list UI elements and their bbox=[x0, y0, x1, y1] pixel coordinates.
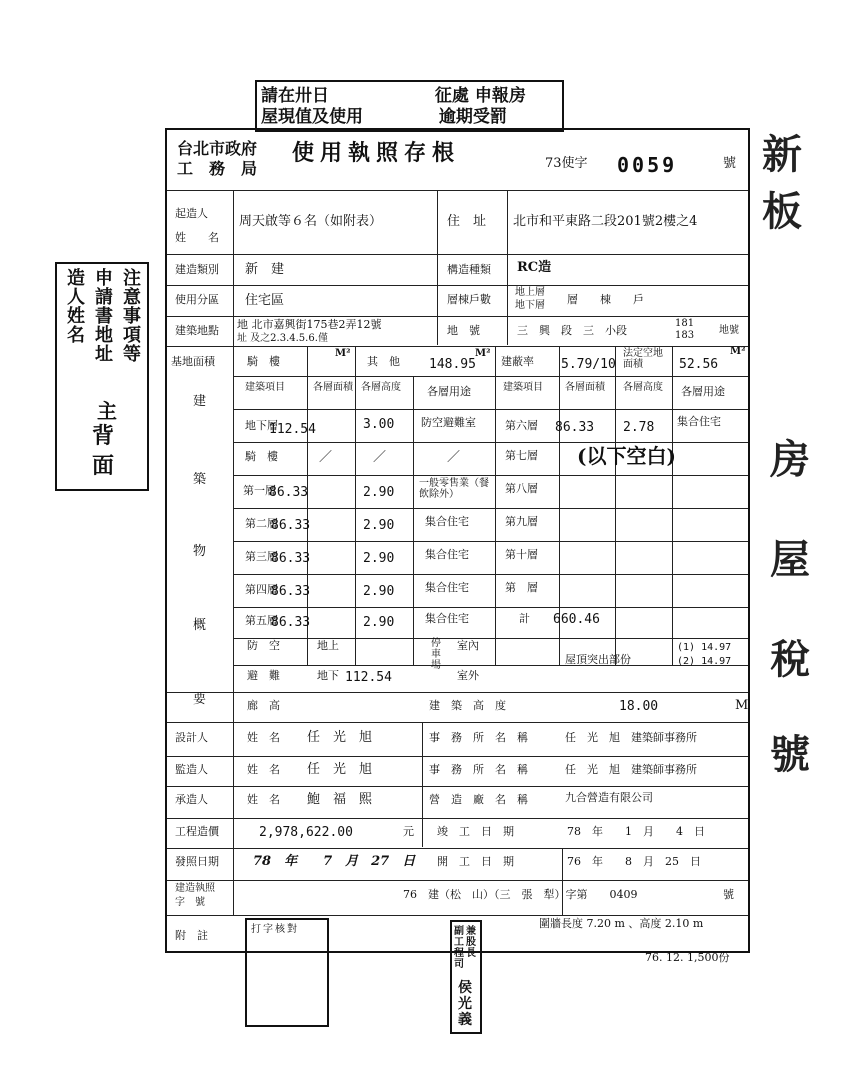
rule bbox=[233, 442, 748, 443]
unit: M² bbox=[335, 348, 351, 359]
rule bbox=[233, 409, 748, 410]
designer-label: 設計人 bbox=[175, 731, 208, 744]
notice-line1-mid: 征處 bbox=[434, 86, 469, 106]
license-prefix: 73使字 bbox=[545, 156, 588, 171]
col-header-height-right: 各層高度 bbox=[623, 382, 663, 393]
building-height-label: 建 築 高 度 bbox=[429, 699, 506, 712]
notice-line2-start: 屋現值及使用 bbox=[261, 107, 363, 127]
floor-height: 3.00 bbox=[363, 417, 395, 432]
floor-use: ／ bbox=[447, 450, 461, 465]
seal-name: 侯光義 bbox=[458, 980, 472, 1028]
col-header-item: 建築項目 bbox=[245, 382, 285, 393]
lot-number-1: 181 bbox=[675, 318, 695, 329]
rule bbox=[167, 190, 748, 191]
rule bbox=[167, 786, 748, 787]
applicant-label: 起造人 bbox=[175, 207, 208, 220]
floor-area: 86.33 bbox=[271, 551, 311, 566]
rule bbox=[233, 665, 748, 666]
floor-name: 第八層 bbox=[505, 482, 538, 495]
floor-use: 防空避難室 bbox=[421, 416, 476, 429]
floor-name: 第九層 bbox=[505, 515, 538, 528]
rule bbox=[507, 190, 508, 345]
license-number: 0059 bbox=[617, 153, 678, 177]
floor-area: 86.33 bbox=[269, 485, 309, 500]
margin-char-2: 板 bbox=[762, 188, 802, 235]
floor-name: 計 bbox=[519, 612, 530, 625]
col-header-item-right: 建築項目 bbox=[503, 382, 543, 393]
floor-area: 86.33 bbox=[271, 615, 311, 630]
shelter-label-2: 避 難 bbox=[247, 669, 280, 682]
floor-name: 第六層 bbox=[505, 419, 538, 432]
site-address-1: 地 北市嘉興街175巷2弄12號 bbox=[237, 318, 382, 331]
rule bbox=[233, 190, 234, 915]
floors-units-label: 層棟戶數 bbox=[447, 293, 491, 306]
permit-number: 76 建（松 山）（三 張 犁）字第 0409 bbox=[403, 888, 638, 901]
cost-value: 2,978,622.00 bbox=[259, 825, 353, 840]
floor-name: 第一層 bbox=[243, 484, 276, 497]
side-label-char: 物 bbox=[193, 544, 207, 559]
rule bbox=[233, 376, 748, 377]
license-form bbox=[165, 128, 750, 953]
applicant-address: 北市和平東路二段201號2樓之4 bbox=[513, 214, 698, 229]
unit: M² bbox=[475, 348, 491, 359]
margin-char-6: 號 bbox=[770, 731, 810, 778]
rule bbox=[233, 508, 748, 509]
col-header-use-right: 各層用途 bbox=[681, 385, 725, 398]
rule bbox=[233, 607, 748, 608]
rule bbox=[233, 638, 748, 639]
floor-name: 第三層 bbox=[245, 550, 278, 563]
floor-area: ／ bbox=[319, 450, 333, 465]
legal-space-value: 52.56 bbox=[679, 357, 719, 372]
margin-char-4: 屋 bbox=[770, 536, 810, 583]
parking-outdoor-label: 室外 bbox=[457, 669, 479, 682]
col-header-use: 各層用途 bbox=[427, 385, 471, 398]
lot-label: 地 號 bbox=[447, 324, 480, 337]
floor-name: 地下層 bbox=[245, 419, 278, 432]
left-stamp-col1: 注意事項等 bbox=[120, 268, 141, 363]
rule bbox=[413, 376, 414, 666]
col-header-height: 各層高度 bbox=[361, 382, 401, 393]
legal-space-label: 法定空地面積 bbox=[623, 348, 663, 370]
supervisor-name: 任 光 旭 bbox=[307, 762, 373, 777]
floor-name: 第 層 bbox=[505, 581, 538, 594]
top-notice-line1 bbox=[261, 86, 526, 106]
rule bbox=[167, 346, 748, 347]
rule bbox=[615, 346, 616, 666]
supervisor-office: 任 光 旭 建築師事務所 bbox=[565, 763, 697, 776]
notice-line1-start: 請在卅日 bbox=[261, 86, 329, 106]
floor-height: ／ bbox=[373, 450, 387, 465]
rule bbox=[437, 190, 438, 345]
floor-name: 第五層 bbox=[245, 614, 278, 627]
rule bbox=[422, 722, 423, 847]
floor-height: 2.90 bbox=[363, 485, 395, 500]
margin-char-3: 房 bbox=[770, 436, 810, 483]
rule bbox=[167, 756, 748, 757]
left-stamp-col2: 申請書地址 bbox=[92, 268, 113, 363]
floor-area: 86.33 bbox=[271, 518, 311, 533]
form-title: 使用執照存根 bbox=[292, 140, 461, 166]
side-label-char: 概 bbox=[193, 618, 207, 633]
contractor-name-label: 姓 名 bbox=[247, 793, 280, 806]
rule bbox=[167, 254, 748, 255]
rule bbox=[562, 848, 563, 915]
left-stamp-extra-1: 主 bbox=[97, 399, 117, 423]
issue-date: 78 年 7 月 27 日 bbox=[253, 854, 416, 869]
lot-value: 三 興 段 三 小段 bbox=[517, 324, 627, 337]
typing-check-stamp bbox=[245, 918, 329, 1027]
zone-value: 住宅區 bbox=[245, 293, 285, 308]
cost-unit: 元 bbox=[403, 825, 414, 838]
rule bbox=[167, 848, 748, 849]
designer-office-label: 事 務 所 名 稱 bbox=[429, 731, 528, 744]
site-label: 建築地點 bbox=[175, 324, 219, 337]
shelter-below-value: 112.54 bbox=[345, 670, 392, 685]
floor-use: 集合住宅 bbox=[425, 515, 469, 528]
building-height-value: 18.00 bbox=[619, 699, 659, 714]
floor-height: 2.90 bbox=[363, 518, 395, 533]
supervisor-office-label: 事 務 所 名 稱 bbox=[429, 763, 528, 776]
left-stamp-extra-3: 面 bbox=[92, 453, 115, 479]
left-notice-stamp bbox=[55, 262, 149, 491]
floor-name: 第七層 bbox=[505, 449, 538, 462]
contractor-label: 承造人 bbox=[175, 793, 208, 806]
print-info: 76. 12. 1,500份 bbox=[645, 951, 730, 964]
floor-name: 騎 樓 bbox=[245, 450, 278, 463]
side-label-char: 築 bbox=[193, 472, 207, 487]
rule bbox=[167, 692, 748, 693]
seal-text-1: 副工程司 bbox=[454, 926, 464, 970]
remarks-label: 附 註 bbox=[175, 929, 208, 942]
roof-label: 屋頂突出部份 bbox=[565, 653, 631, 666]
floor-use: 一般零售業（餐飲除外） bbox=[419, 478, 489, 500]
rule bbox=[167, 915, 748, 916]
side-label-char: 要 bbox=[193, 692, 207, 707]
shelter-label: 防 空 bbox=[247, 639, 280, 652]
notice-line2-end: 逾期受罰 bbox=[438, 107, 507, 127]
license-suffix: 號 bbox=[723, 156, 737, 171]
site-address-2: 址 及之2.3.4.5.6.僅 bbox=[237, 333, 328, 344]
rule bbox=[233, 475, 748, 476]
margin-char-5: 稅 bbox=[770, 636, 810, 683]
engineer-seal bbox=[450, 920, 482, 1034]
arcade-label: 騎 樓 bbox=[247, 355, 280, 368]
applicant-name: 周天啟等６名（如附表） bbox=[239, 214, 383, 229]
shelter-above-label: 地上 bbox=[317, 639, 339, 652]
margin-char-1: 新 bbox=[762, 131, 802, 178]
permit-label: 建造執照 bbox=[175, 883, 215, 894]
supervisor-label: 監造人 bbox=[175, 763, 208, 776]
floor-area: 86.33 bbox=[555, 420, 595, 435]
blank-note: (以下空白) bbox=[577, 444, 676, 468]
eaves-label: 廊 高 bbox=[247, 699, 280, 712]
designer-name-label: 姓 名 bbox=[247, 731, 280, 744]
top-notice-stamp bbox=[255, 80, 564, 132]
agency-bureau: 工 務 局 bbox=[177, 159, 258, 178]
left-stamp-extra-2: 背 bbox=[92, 423, 115, 449]
rule bbox=[495, 346, 496, 666]
rule bbox=[167, 285, 748, 286]
base-area-label: 基地面積 bbox=[171, 355, 215, 368]
structure-label: 構造種類 bbox=[447, 263, 491, 276]
floors-below-label: 地下層 bbox=[515, 300, 545, 311]
floors-above-label: 地上層 bbox=[515, 287, 545, 298]
floor-use: 集合住宅 bbox=[425, 548, 469, 561]
contractor-office-label: 營 造 廠 名 稱 bbox=[429, 793, 528, 806]
completion-date-label: 竣 工 日 期 bbox=[437, 825, 514, 838]
floors-units: 層 棟 戶 bbox=[567, 293, 644, 306]
rule bbox=[233, 541, 748, 542]
address-label: 住 址 bbox=[447, 214, 487, 229]
floor-name: 第十層 bbox=[505, 548, 538, 561]
col-header-area: 各層面積 bbox=[313, 382, 353, 393]
shelter-below-label: 地下 bbox=[317, 669, 339, 682]
applicant-label-2: 姓 名 bbox=[175, 231, 219, 244]
designer-name: 任 光 旭 bbox=[307, 730, 373, 745]
seal-text-2: 兼股長 bbox=[466, 926, 476, 959]
rule bbox=[355, 346, 356, 666]
roof-value-2: (2) 14.97 bbox=[677, 656, 732, 667]
agency-name: 台北市政府 bbox=[177, 139, 258, 158]
floor-area: 112.54 bbox=[269, 422, 316, 437]
lot-suffix: 地號 bbox=[719, 325, 739, 336]
parking-indoor-label: 室內 bbox=[457, 639, 479, 652]
typing-check-text: 打字核對 bbox=[251, 924, 299, 935]
side-label-char: 建 bbox=[193, 394, 207, 409]
contractor-office: 九合營造有限公司 bbox=[565, 791, 653, 804]
top-notice-line2 bbox=[261, 107, 507, 127]
start-date-label: 開 工 日 期 bbox=[437, 855, 514, 868]
unit: M² bbox=[730, 346, 746, 357]
build-type-value: 新 建 bbox=[245, 262, 285, 277]
col-header-area-right: 各層面積 bbox=[565, 382, 605, 393]
build-type-label: 建造類別 bbox=[175, 263, 219, 276]
rule bbox=[167, 880, 748, 881]
floor-use: 集合住宅 bbox=[677, 415, 721, 428]
floor-height: 2.78 bbox=[623, 420, 655, 435]
rule bbox=[233, 574, 748, 575]
structure-value: RC造 bbox=[517, 260, 552, 275]
left-stamp-col3: 造人姓名 bbox=[64, 268, 85, 344]
other-label: 其 他 bbox=[367, 355, 400, 368]
permit-label-2: 字 號 bbox=[175, 897, 205, 908]
completion-date: 78 年 1 月 4 日 bbox=[567, 825, 705, 838]
floor-height: 2.90 bbox=[363, 551, 395, 566]
issue-date-label: 發照日期 bbox=[175, 855, 219, 868]
floor-height: 2.90 bbox=[363, 615, 395, 630]
floor-name: 第二層 bbox=[245, 517, 278, 530]
floor-use: 集合住宅 bbox=[425, 612, 469, 625]
coverage-label: 建蔽率 bbox=[501, 355, 534, 368]
rule bbox=[167, 316, 748, 317]
contractor-name: 鮑 福 熙 bbox=[307, 792, 373, 807]
total-area: 660.46 bbox=[553, 612, 600, 627]
supervisor-name-label: 姓 名 bbox=[247, 763, 280, 776]
notice-line1-end: 申報房 bbox=[474, 86, 526, 106]
remarks-value: 圍牆長度 7.20 m 、高度 2.10 m bbox=[539, 917, 704, 930]
zone-label: 使用分區 bbox=[175, 293, 219, 306]
other-area-value: 148.95 bbox=[429, 357, 476, 372]
rule bbox=[672, 346, 673, 666]
floor-name: 第四層 bbox=[245, 583, 278, 596]
floor-height: 2.90 bbox=[363, 584, 395, 599]
coverage-value: 5.79/10 bbox=[561, 357, 616, 372]
floor-use: 集合住宅 bbox=[425, 581, 469, 594]
cost-label: 工程造價 bbox=[175, 825, 219, 838]
designer-office: 任 光 旭 建築師事務所 bbox=[565, 731, 697, 744]
rule bbox=[167, 818, 748, 819]
rule bbox=[167, 722, 748, 723]
floor-area: 86.33 bbox=[271, 584, 311, 599]
permit-suffix: 號 bbox=[723, 888, 734, 901]
roof-value-1: (1) 14.97 bbox=[677, 642, 732, 653]
lot-number-2: 183 bbox=[675, 330, 695, 341]
unit: M bbox=[735, 698, 749, 713]
start-date: 76 年 8 月 25 日 bbox=[567, 855, 701, 868]
parking-label: 停車場 bbox=[431, 638, 441, 671]
